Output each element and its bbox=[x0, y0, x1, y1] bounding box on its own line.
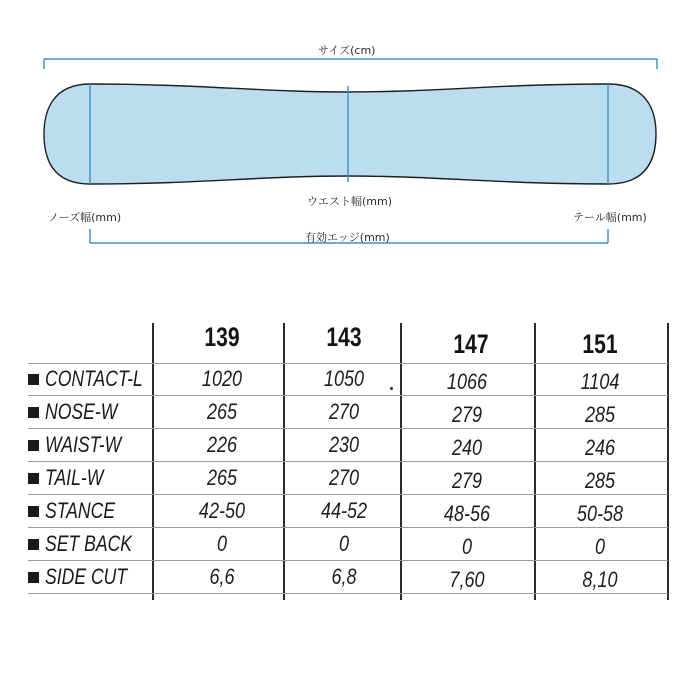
value-cell: 279 bbox=[451, 402, 483, 427]
value-cell: 0 bbox=[216, 531, 228, 556]
value-cell: 44-52 bbox=[320, 498, 368, 523]
value-cell: 7,60 bbox=[449, 567, 485, 592]
row-label-side-cut: SIDE CUT bbox=[28, 563, 148, 591]
stray-dot bbox=[390, 387, 393, 390]
bullet-square bbox=[28, 572, 39, 583]
value-cell: 1020 bbox=[201, 366, 243, 391]
value-cell: 0 bbox=[338, 531, 350, 556]
value-cell: 279 bbox=[451, 468, 483, 493]
value-cell: 6,6 bbox=[209, 564, 235, 589]
effective-edge-label: 有効エッジ(mm) bbox=[305, 231, 390, 244]
bullet-square bbox=[28, 374, 39, 385]
waist-width-label: ウエスト幅(mm) bbox=[307, 195, 393, 208]
row-label-waist-width: WAIST-W bbox=[28, 431, 140, 459]
row-rule bbox=[28, 428, 668, 429]
value-cell: 240 bbox=[451, 435, 483, 460]
value-cell: 265 bbox=[206, 465, 238, 490]
row-rule bbox=[28, 494, 668, 495]
value-cell: 285 bbox=[584, 402, 616, 427]
row-label-tail-width: TAIL-W bbox=[28, 464, 118, 492]
size-header-143: 143 bbox=[326, 322, 362, 352]
value-cell: 48-56 bbox=[443, 501, 491, 526]
value-cell: 246 bbox=[584, 435, 616, 460]
value-cell: 1066 bbox=[446, 369, 488, 394]
row-rule bbox=[28, 560, 668, 561]
value-cell: 1104 bbox=[580, 369, 620, 394]
value-cell: 230 bbox=[328, 432, 360, 457]
bullet-square bbox=[28, 407, 39, 418]
bullet-square bbox=[28, 506, 39, 517]
value-cell: 285 bbox=[584, 468, 616, 493]
value-cell: 270 bbox=[328, 465, 360, 490]
row-rule bbox=[28, 363, 668, 364]
value-cell: 8,10 bbox=[582, 567, 618, 592]
size-label: サイズ(cm) bbox=[318, 44, 376, 57]
row-label-set-back: SET BACK bbox=[28, 530, 154, 558]
row-rule bbox=[28, 395, 668, 396]
row-rule bbox=[28, 527, 668, 528]
row-label-nose-width: NOSE-W bbox=[28, 398, 135, 426]
bullet-square bbox=[28, 440, 39, 451]
bullet-square bbox=[28, 539, 39, 550]
row-label-contact-length: CONTACT-L bbox=[28, 365, 167, 393]
value-cell: 6,8 bbox=[331, 564, 357, 589]
nose-width-label: ノーズ幅(mm) bbox=[48, 211, 122, 224]
tail-width-label: テール幅(mm) bbox=[573, 211, 647, 224]
value-cell: 0 bbox=[594, 534, 606, 559]
bullet-square bbox=[28, 473, 39, 484]
row-rule bbox=[28, 593, 668, 594]
value-cell: 50-58 bbox=[576, 501, 624, 526]
row-label-stance: STANCE bbox=[28, 497, 133, 525]
value-cell: 0 bbox=[461, 534, 473, 559]
size-header-151: 151 bbox=[582, 329, 618, 359]
value-cell: 1050 bbox=[323, 366, 365, 391]
size-header-139: 139 bbox=[204, 322, 240, 352]
size-header-147: 147 bbox=[453, 329, 489, 359]
value-cell: 42-50 bbox=[198, 498, 246, 523]
value-cell: 226 bbox=[206, 432, 238, 457]
value-cell: 270 bbox=[328, 399, 360, 424]
row-rule bbox=[28, 461, 668, 462]
value-cell: 265 bbox=[206, 399, 238, 424]
